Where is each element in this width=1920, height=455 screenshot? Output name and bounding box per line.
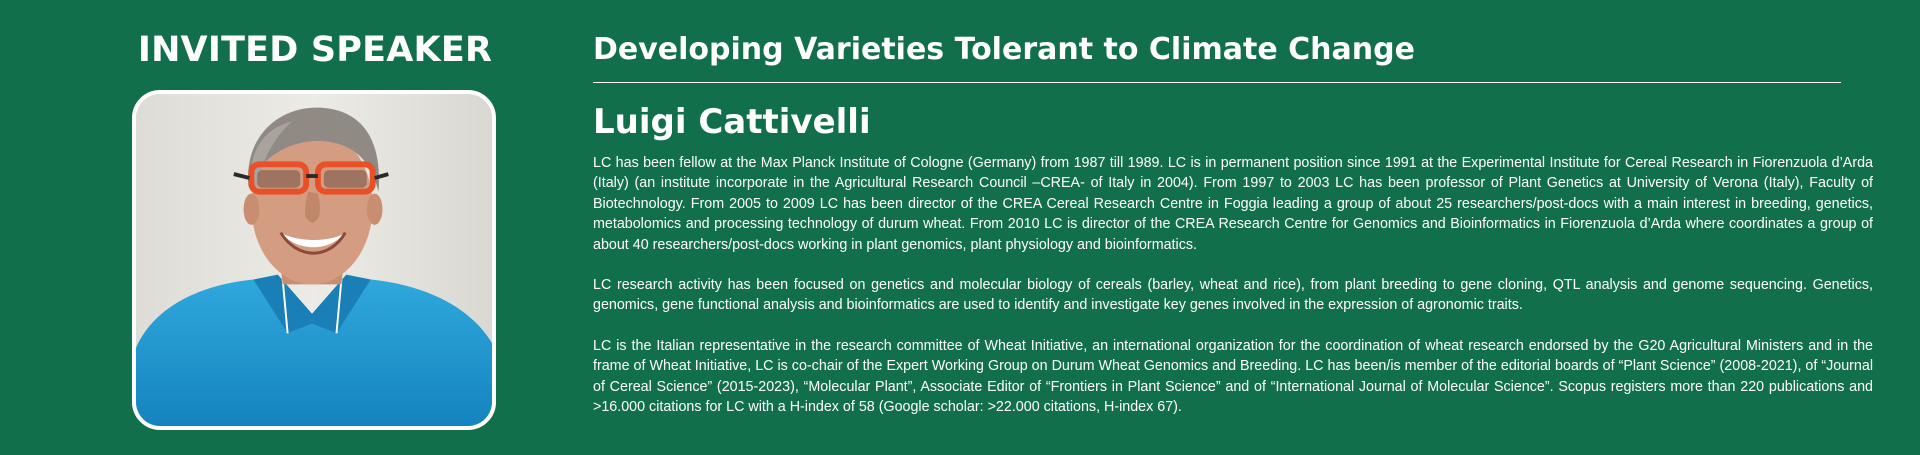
bio-paragraph: LC research activity has been focused on genetics and molecular biology of cereals (barley, wheat and rice), from plant breeding to gene cloning, QTL analysis and genome sequencing. Genetics, genomics, gene functional analysis and bioinformatics are used to identify and investigate key genes involved in the expression of agronomic traits. xyxy=(593,277,1873,314)
speaker-name: Luigi Cattivelli xyxy=(593,102,871,142)
portrait-image xyxy=(136,94,492,426)
title-divider xyxy=(593,82,1841,83)
speaker-portrait-photo xyxy=(132,90,496,430)
talk-title: Developing Varieties Tolerant to Climate Change xyxy=(593,32,1415,67)
speaker-column xyxy=(130,22,500,70)
bio-paragraph: LC is the Italian representative in the research committee of Wheat Initiative, an international organization for the coordination of wheat research endorsed by the G20 Agricultural Ministers and in the frame of Wheat Initiative, LC is co-chair of the Expert Working Group on Durum Wheat Genomics and Breeding. LC has been/is member of the editorial boards of “Plant Science” (2008-2021), of “Journal of Cereal Science” (2015-2023), “Molecular Plant”, Associate Editor of “Frontiers in Plant Science” and of “International Journal of Molecular Science”. Scopus registers more than 220 publications and >16.000 citations for LC with a H-index of 58 (Google scholar: >22.000 citations, H-index 67). xyxy=(593,337,1873,416)
talk-content xyxy=(593,30,1873,417)
speaker-biography xyxy=(593,153,1873,417)
invited-speaker-heading: INVITED SPEAKER xyxy=(137,30,493,70)
bio-paragraph: LC has been fellow at the Max Planck Institute of Cologne (Germany) from 1987 till 1989. LC is in permanent position since 1991 at the Experimental Institute for Cereal Research in Fiorenzuola d’Arda (Italy) (an institute incorporate in the Agricultural Research Council –CREA- of Italy in 2004). From 1997 to 2003 LC has been professor of Plant Genetics at University of Verona (Italy), Faculty of Biotechnology. From 2005 to 2009 LC has been director of the CREA Cereal Research Centre in Foggia leading a group of about 25 researchers/post-docs with a main interest in breeding, genetics, metabolomics and processing technology of durum wheat. From 2010 LC is director of the CREA Research Centre for Genomics and Bioinformatics in Fiorenzuola d’Arda where coordinates a group of about 40 researchers/post-docs working in plant genomics, plant physiology and bioinformatics. xyxy=(593,155,1873,253)
